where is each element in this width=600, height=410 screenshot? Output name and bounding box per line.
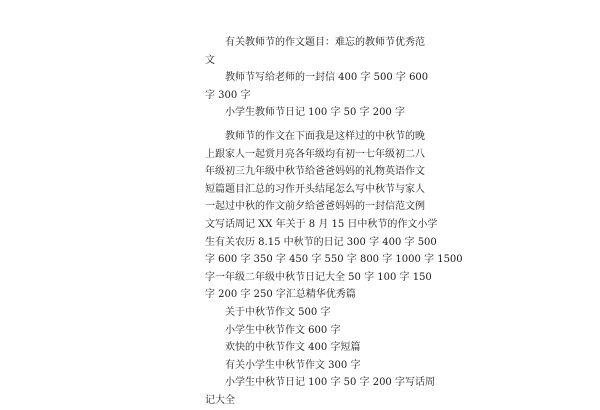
text-line: 欢快的中秋节作文 400 字短篇	[225, 342, 361, 354]
text-line: 一起过中秋的作文前夕给爸爸妈妈的一封信范文例	[205, 201, 425, 213]
text-line: 字 200 字 250 字汇总精华优秀篇	[205, 289, 356, 301]
text-line: 字 300 字	[205, 89, 251, 101]
text-line: 年级初三九年级中秋节给爸爸妈妈的礼物英语作文	[205, 166, 425, 178]
list-item	[205, 104, 405, 122]
text-line: 小学生中秋节日记 100 字 50 字 200 字写话周	[225, 377, 435, 389]
text-line: 有关教师节的作文题目：难忘的教师节优秀范	[225, 37, 425, 48]
text-line: 教师节的作文在下面我是这样过的中秋节的晚	[225, 131, 425, 142]
text-line: 短篇题目汇总的习作开头结尾怎么写中秋节与家人	[205, 183, 425, 195]
text-line: 记大全	[205, 394, 235, 406]
text-line: 关于中秋节作文 500 字	[225, 306, 331, 318]
list-item	[205, 69, 429, 104]
text-line: 小学生教师节日记 100 字 50 字 200 字	[225, 107, 405, 119]
text-line: 文	[205, 54, 215, 66]
text-line: 小学生中秋节作文 600 字	[225, 324, 341, 336]
intro-paragraph	[205, 128, 463, 304]
list-item	[205, 304, 400, 322]
text-line: 有关小学生中秋节作文 300 字	[225, 359, 361, 371]
text-line: 生有关农历 8.15 中秋节的日记 300 字 400 字 500	[205, 236, 437, 248]
title-item	[205, 34, 425, 69]
list-item	[205, 339, 400, 357]
list-item	[205, 374, 435, 409]
list-item	[205, 357, 400, 375]
text-line: 字 600 字 350 字 450 字 550 字 800 字 1000 字 1500	[205, 254, 463, 266]
text-line: 教师节写给老师的一封信 400 字 500 字 600	[225, 72, 429, 84]
text-line: 上跟家人一起赏月亮各年级均有初一七年级初二八	[205, 148, 425, 160]
list-item	[205, 322, 400, 340]
body-section	[205, 128, 463, 410]
top-section	[205, 34, 429, 122]
text-line: 文写话周记 XX 年关于 8 月 15 日中秋节的作文小学	[205, 218, 438, 230]
text-line: 字一年级二年级中秋节日记大全 50 字 100 字 150	[205, 271, 432, 283]
